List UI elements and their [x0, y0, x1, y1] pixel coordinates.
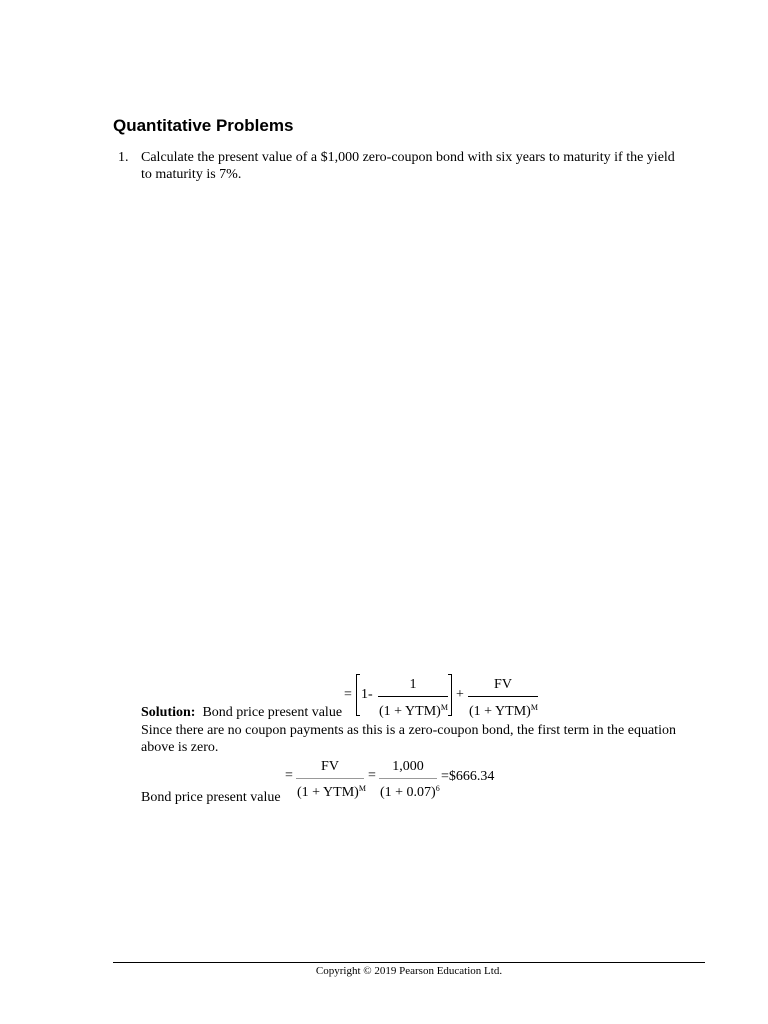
formula-1-denominator-2-base: (1 + YTM)	[469, 704, 531, 719]
formula-2-numerator-2: 1,000	[392, 759, 424, 774]
problem-number: 1.	[118, 150, 129, 165]
formula-2-exponent-2: 6	[435, 784, 440, 793]
bond-price-label-2: Bond price present value	[141, 790, 281, 805]
copyright-footer: Copyright © 2019 Pearson Education Ltd.	[315, 965, 503, 977]
formula-1-denominator-2	[469, 699, 538, 720]
formula-1	[340, 672, 550, 720]
solution-explanation: Since there are no coupon payments as this is a zero-coupon bond, the first term in the equation above is zero.	[141, 723, 676, 755]
formula-1-numerator-1: 1	[409, 677, 417, 692]
formula-2-fraction-bar-2	[379, 778, 437, 779]
formula-2	[282, 758, 512, 802]
formula-2-denominator-2	[380, 780, 440, 801]
formula-1-denominator-1	[379, 699, 448, 720]
formula-1-exponent-1: M	[440, 703, 448, 712]
formula-1-left-bracket	[356, 674, 360, 716]
formula-1-numerator-2: FV	[494, 677, 512, 692]
formula-1-fraction-bar-1	[378, 696, 448, 697]
section-heading: Quantitative Problems	[113, 116, 294, 135]
formula-2-numerator-1: FV	[321, 759, 339, 774]
formula-1-plus: +	[456, 687, 464, 702]
formula-1-fraction-bar-2	[468, 696, 538, 697]
footer-divider	[113, 962, 705, 963]
formula-2-denominator-1-base: (1 + YTM)	[297, 785, 359, 800]
formula-1-right-bracket	[448, 674, 452, 716]
formula-2-denominator-1	[297, 780, 366, 801]
formula-1-equals: =	[344, 687, 352, 702]
bond-price-label: Bond price present value	[202, 705, 343, 720]
formula-2-result: =$666.34	[441, 769, 495, 784]
formula-1-exponent-2: M	[530, 703, 538, 712]
formula-2-denominator-2-base: (1 + 0.07)	[380, 785, 436, 800]
solution-line	[141, 704, 342, 721]
formula-1-denominator-1-base: (1 + YTM)	[379, 704, 441, 719]
formula-2-exponent-1: M	[358, 784, 366, 793]
formula-2-equals: =	[285, 768, 293, 783]
formula-1-one-minus: 1-	[361, 687, 373, 702]
problem-text: Calculate the present value of a $1,000 zero-coupon bond with six years to maturity if the yield to maturity is 7%.	[141, 150, 675, 182]
formula-2-equals-2: =	[368, 768, 376, 783]
solution-label: Solution:	[141, 705, 196, 720]
formula-2-fraction-bar-1	[296, 778, 364, 779]
